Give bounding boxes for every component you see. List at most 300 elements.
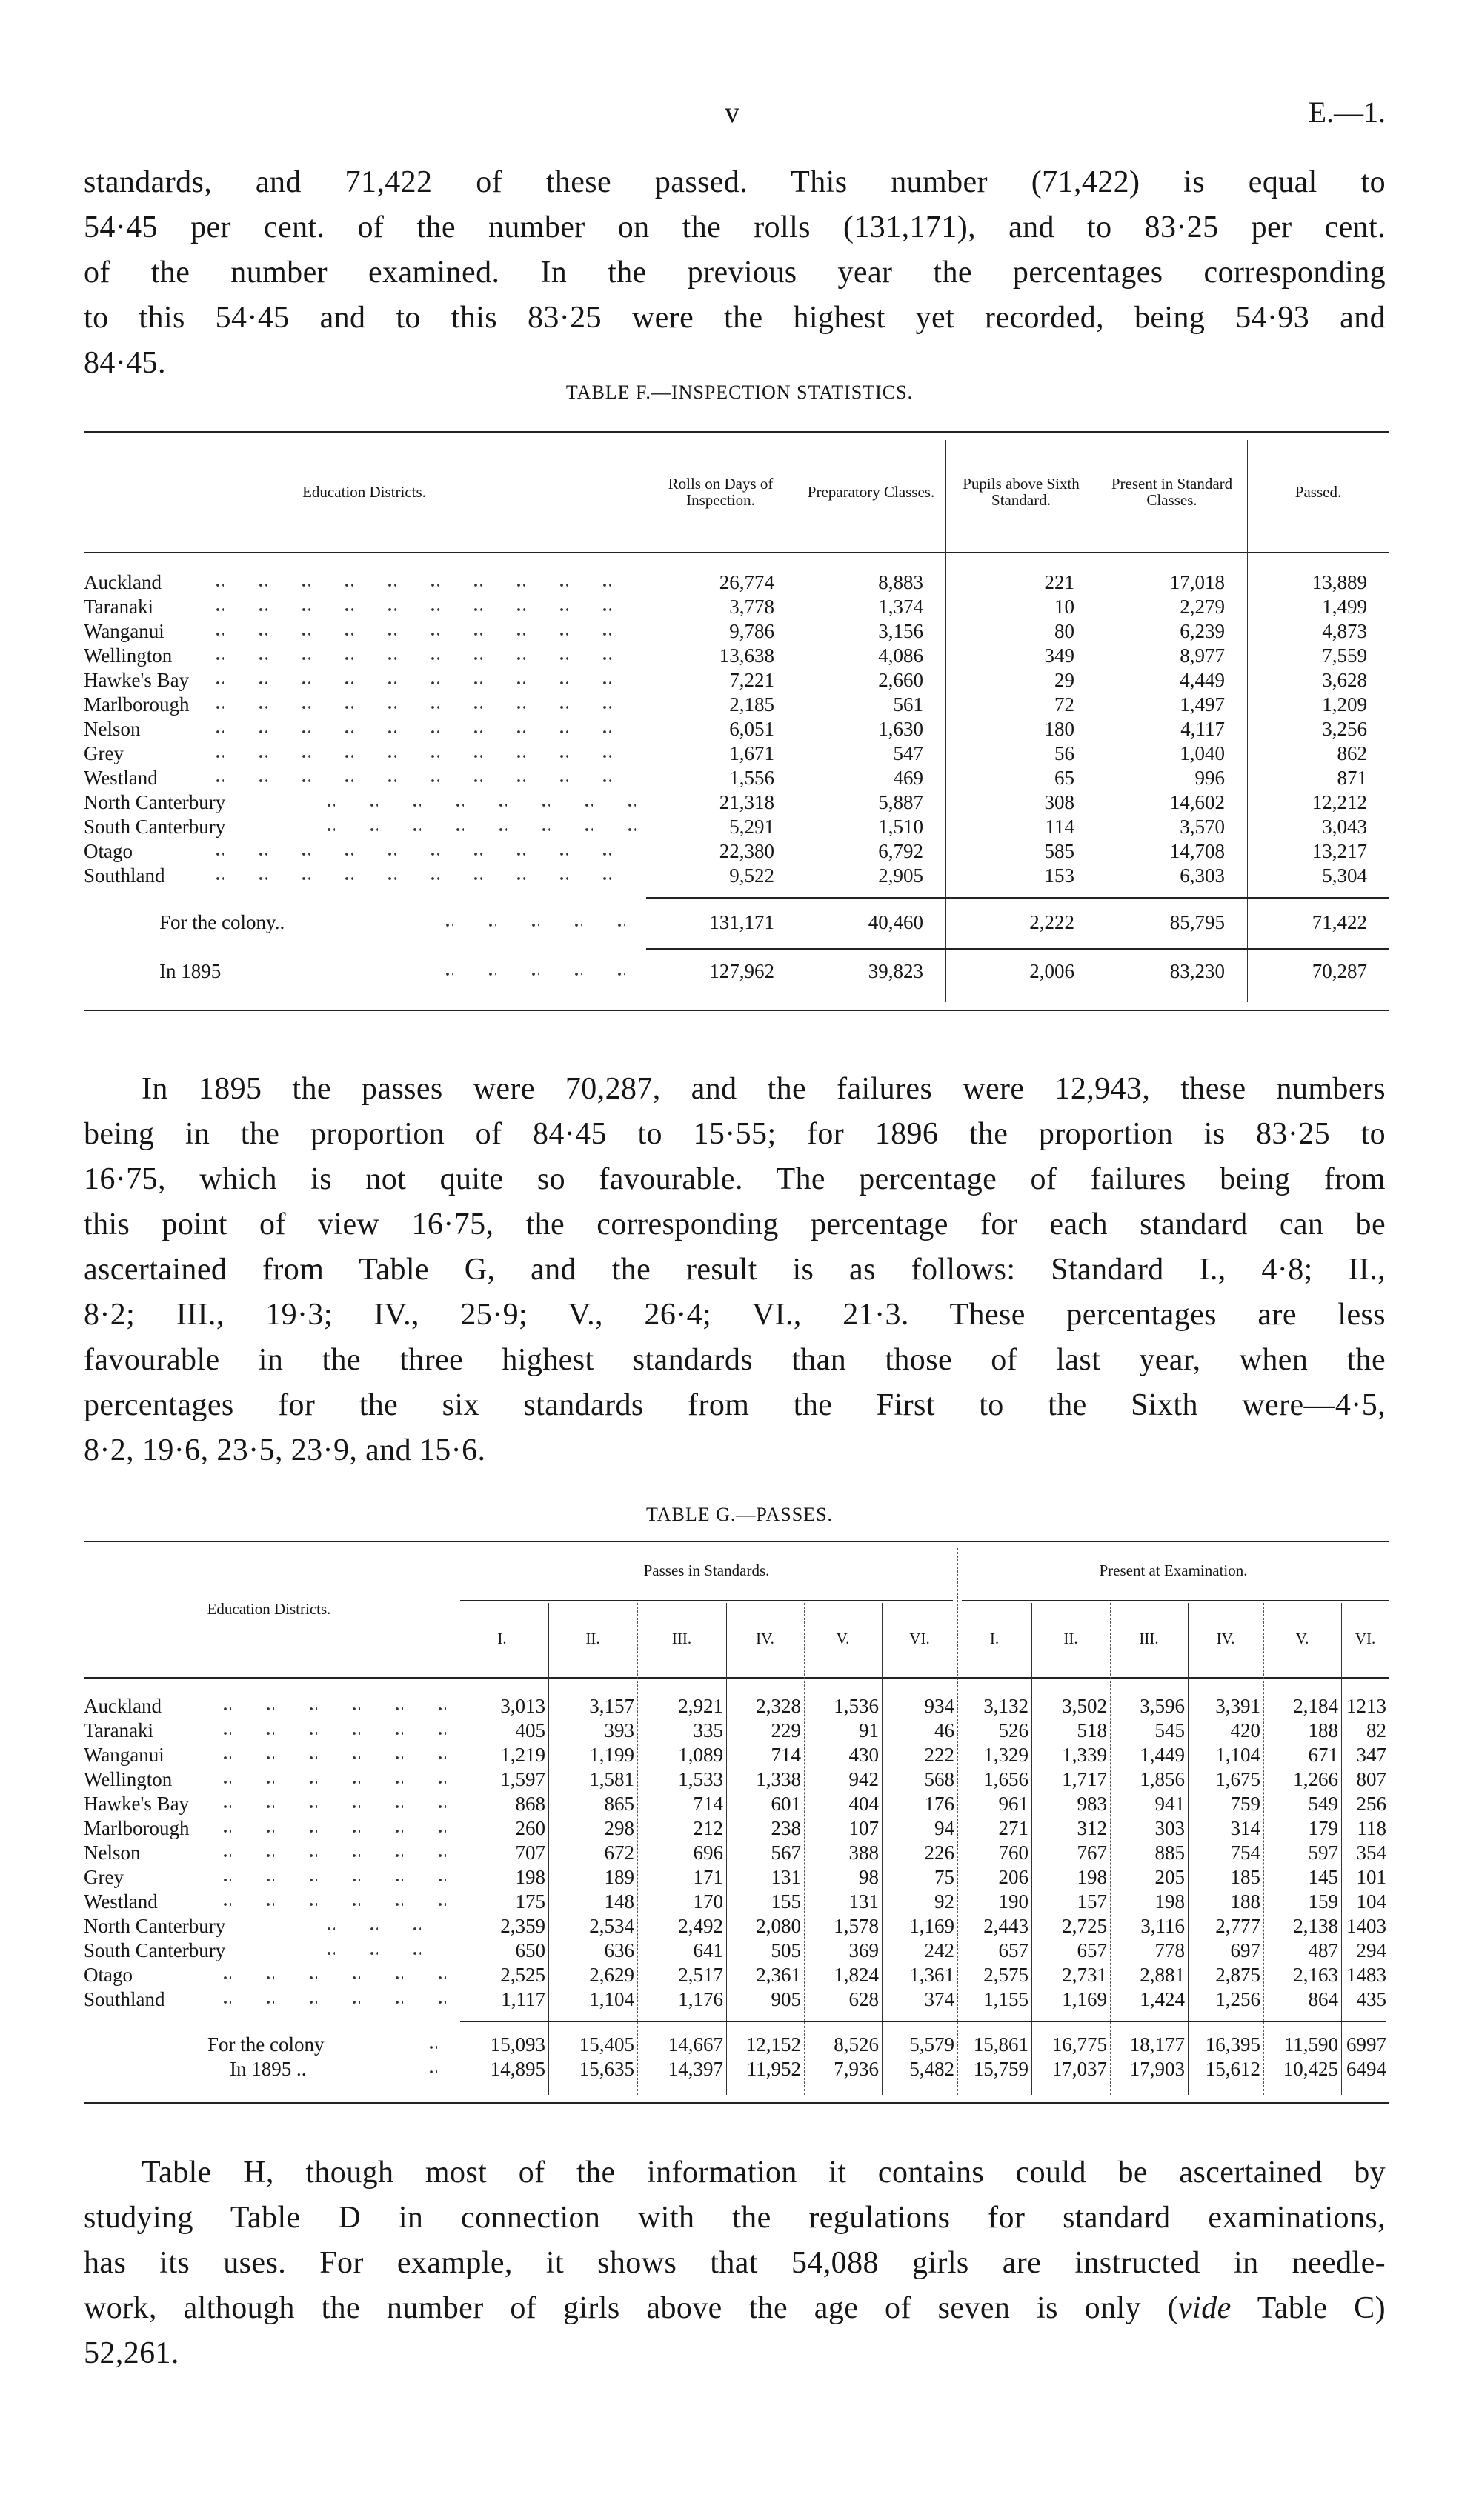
table-cell: 46 <box>934 1719 954 1741</box>
table-cell: 3,116 <box>1140 1915 1185 1937</box>
table-cell: 374 <box>924 1988 954 2010</box>
table-cell: 294 <box>1356 1939 1386 1961</box>
row-label: In 1895 <box>159 960 222 982</box>
dot-leader <box>222 1694 453 1719</box>
table-cell: 405 <box>515 1719 545 1741</box>
table-cell: 260 <box>515 1817 545 1839</box>
table-cell: 92 <box>934 1890 954 1913</box>
table-cell: 597 <box>1308 1841 1338 1864</box>
table-cell: 2,725 <box>1062 1915 1107 1937</box>
table-cell: 2,777 <box>1215 1915 1260 1937</box>
table-cell: 1213 <box>1346 1695 1386 1717</box>
table-cell: 14,667 <box>668 2033 723 2056</box>
table-cell: 3,502 <box>1062 1695 1107 1717</box>
table-cell: 314 <box>1230 1817 1260 1839</box>
table-cell: 4,086 <box>878 644 923 667</box>
table-cell: 80 <box>1054 620 1074 642</box>
table-cell: 3,596 <box>1140 1695 1185 1717</box>
table-cell: 942 <box>848 1768 879 1790</box>
paragraph-line: In 1895 the passes were 70,287, and the failures were 12,943, these numbers <box>142 1072 1386 1106</box>
district-name: Grey <box>84 1866 124 1888</box>
table-cell: 7,559 <box>1322 644 1367 667</box>
table-cell: 83,230 <box>1169 960 1225 982</box>
district-name: Wellington <box>84 1768 173 1790</box>
table-cell: 271 <box>998 1817 1028 1839</box>
table-cell: 71,422 <box>1312 911 1367 933</box>
table-cell: 15,635 <box>579 2058 634 2080</box>
table-cell: 82 <box>1366 1719 1386 1741</box>
table-cell: 312 <box>1077 1817 1107 1839</box>
dot-leader <box>222 1963 453 1987</box>
table-cell: 189 <box>604 1866 634 1888</box>
district-name: Wanganui <box>84 1744 164 1766</box>
table-cell: 11,952 <box>746 2058 801 2080</box>
district-name: Wanganui <box>84 620 164 642</box>
table-cell: 1,424 <box>1140 1988 1185 2010</box>
row-label: In 1895 .. <box>230 2058 307 2080</box>
table-cell: 1,510 <box>878 816 923 838</box>
district-name: Hawke's Bay <box>84 669 190 691</box>
table-cell: 127,962 <box>709 960 774 982</box>
table-cell: 1,256 <box>1215 1988 1260 2010</box>
table-cell: 190 <box>998 1890 1028 1913</box>
table-cell: 6494 <box>1346 2058 1386 2080</box>
table-cell: 11,590 <box>1283 2033 1338 2056</box>
row-label: For the colony.. <box>159 911 285 933</box>
standard-header: V. <box>836 1630 850 1647</box>
table-cell: 10 <box>1054 596 1074 618</box>
table-cell: 1,089 <box>678 1744 723 1766</box>
table-cell: 14,602 <box>1169 791 1225 813</box>
table-cell: 1,630 <box>878 718 923 740</box>
table-cell: 1,497 <box>1180 693 1225 716</box>
table-cell: 349 <box>1044 644 1074 667</box>
group-header-present: Present at Examination. <box>1099 1561 1248 1579</box>
paragraph-line <box>84 2286 1386 2331</box>
table-cell: 16,775 <box>1051 2033 1107 2056</box>
table-cell: 2,163 <box>1293 1964 1338 1986</box>
table-cell: 2,279 <box>1180 596 1225 618</box>
table-cell: 1,169 <box>909 1915 954 1937</box>
table-cell: 905 <box>771 1988 801 2010</box>
dot-leader <box>222 1767 453 1792</box>
table-cell: 567 <box>771 1841 801 1864</box>
table-cell: 2,575 <box>983 1964 1028 1986</box>
paragraph-line: this point of view 16·75, the corresponding percentage for each standard can be <box>84 1207 1386 1241</box>
table-cell: 12,212 <box>1312 791 1367 813</box>
table-cell: 40,460 <box>868 911 923 933</box>
table-cell: 672 <box>604 1841 634 1864</box>
table-cell: 347 <box>1356 1744 1386 1766</box>
table-cell: 1,656 <box>983 1768 1028 1790</box>
table-cell: 1,578 <box>834 1915 879 1937</box>
standard-header: I. <box>497 1630 507 1647</box>
table-cell: 3,628 <box>1322 669 1367 691</box>
table-cell: 696 <box>693 1841 723 1864</box>
paragraph-line: ascertained from Table G, and the result is as follows: Standard I., 4·8; II., <box>84 1253 1386 1287</box>
table-cell: 2,881 <box>1140 1964 1185 1986</box>
table-cell: 1,199 <box>589 1744 634 1766</box>
table-cell: 5,291 <box>729 816 774 838</box>
table-cell: 212 <box>693 1817 723 1839</box>
table-cell: 2,006 <box>1029 960 1074 982</box>
document-reference: E.—1. <box>1308 96 1386 129</box>
district-name: Nelson <box>84 718 141 740</box>
dot-leader <box>326 1914 453 1939</box>
table-cell: 864 <box>1308 1988 1338 2010</box>
table-cell: 15,612 <box>1205 2058 1260 2080</box>
table-cell: 26,774 <box>719 571 774 593</box>
district-name: Nelson <box>84 1841 141 1864</box>
district-name: North Canterbury <box>84 1915 226 1937</box>
table-cell: 18,177 <box>1129 2033 1185 2056</box>
table-cell: 17,037 <box>1051 2058 1107 2080</box>
table-cell: 98 <box>859 1866 879 1888</box>
table-cell: 1,556 <box>729 767 774 789</box>
dot-leader <box>222 1841 453 1865</box>
table-cell: 1,449 <box>1140 1744 1185 1766</box>
table-cell: 226 <box>924 1841 954 1864</box>
table-cell: 56 <box>1054 742 1074 764</box>
table-cell: 1,104 <box>589 1988 634 2010</box>
table-cell: 176 <box>924 1793 954 1815</box>
table-cell: 6,303 <box>1180 864 1225 887</box>
table-cell: 179 <box>1308 1817 1338 1839</box>
standard-header: V. <box>1295 1630 1309 1647</box>
table-cell: 8,883 <box>878 571 923 593</box>
table-cell: 1,266 <box>1293 1768 1338 1790</box>
table-cell: 118 <box>1357 1817 1386 1839</box>
table-cell: 5,482 <box>909 2058 954 2080</box>
table-cell: 5,304 <box>1322 864 1367 887</box>
table-cell: 85,795 <box>1169 911 1225 933</box>
paragraph-line: 52,261. <box>84 2336 179 2370</box>
paragraph-line: studying Table D in connection with the regulations for standard examinations, <box>84 2201 1386 2235</box>
table-cell: 657 <box>998 1939 1028 1961</box>
paragraph-line: Table H, though most of the information it contains could be ascertained by <box>142 2156 1386 2190</box>
table-cell: 131,171 <box>709 911 774 933</box>
table-cell: 767 <box>1077 1841 1107 1864</box>
standard-header: II. <box>1063 1630 1078 1647</box>
table-cell: 1,581 <box>589 1768 634 1790</box>
table-cell: 107 <box>848 1817 879 1839</box>
district-name: Marlborough <box>84 693 190 716</box>
table-cell: 2,875 <box>1215 1964 1260 1986</box>
table-cell: 180 <box>1044 718 1074 740</box>
table-cell: 2,359 <box>500 1915 545 1937</box>
table-cell: 650 <box>515 1939 545 1961</box>
table-cell: 14,397 <box>668 2058 723 2080</box>
dot-leader <box>326 1939 453 1963</box>
table-cell: 1,499 <box>1322 596 1367 618</box>
table-g-caption: TABLE G.—PASSES. <box>645 1504 834 1525</box>
table-cell: 15,861 <box>973 2033 1028 2056</box>
table-cell: 9,522 <box>729 864 774 887</box>
district-name: North Canterbury <box>84 791 226 813</box>
dot-leader <box>428 2033 453 2057</box>
table-cell: 549 <box>1308 1793 1338 1815</box>
table-cell: 1,856 <box>1140 1768 1185 1790</box>
table-cell: 2,905 <box>878 864 923 887</box>
table-cell: 585 <box>1044 840 1074 862</box>
district-name: Taranaki <box>84 596 154 618</box>
table-cell: 159 <box>1308 1890 1338 1913</box>
dot-leader <box>222 1743 453 1767</box>
table-cell: 2,184 <box>1293 1695 1338 1717</box>
table-cell: 1,104 <box>1215 1744 1260 1766</box>
table-cell: 3,778 <box>729 596 774 618</box>
table-cell: 7,936 <box>834 2058 879 2080</box>
table-cell: 308 <box>1044 791 1074 813</box>
text-run: Table C) <box>1231 2291 1386 2325</box>
table-cell: 221 <box>1044 571 1074 593</box>
table-cell: 298 <box>604 1817 634 1839</box>
table-cell: 3,013 <box>500 1695 545 1717</box>
table-cell: 175 <box>515 1890 545 1913</box>
table-cell: 1,155 <box>983 1988 1028 2010</box>
table-cell: 1,169 <box>1062 1988 1107 2010</box>
table-cell: 671 <box>1308 1744 1338 1766</box>
dot-leader <box>222 1890 453 1914</box>
table-cell: 657 <box>1077 1939 1107 1961</box>
paragraph-line: has its uses. For example, it shows that 54,088 girls are instructed in needle- <box>84 2246 1386 2280</box>
table-cell: 2,185 <box>729 693 774 716</box>
table-cell: 72 <box>1054 693 1074 716</box>
district-name: Southland <box>84 864 165 887</box>
table-cell: 13,217 <box>1312 840 1367 862</box>
district-name: Taranaki <box>84 1719 154 1741</box>
dot-leader <box>222 1816 453 1841</box>
group-header-passes: Passes in Standards. <box>643 1561 770 1579</box>
table-cell: 354 <box>1356 1841 1386 1864</box>
table-cell: 1,671 <box>729 742 774 764</box>
column-header: Present in Standard Classes. <box>1111 474 1233 509</box>
table-cell: 435 <box>1356 1988 1386 2010</box>
district-name: Auckland <box>84 1695 162 1717</box>
table-cell: 101 <box>1356 1866 1386 1888</box>
table-cell: 961 <box>998 1793 1028 1815</box>
table-cell: 1,717 <box>1062 1768 1107 1790</box>
dot-leader <box>222 1865 453 1890</box>
table-cell: 1,339 <box>1062 1744 1107 1766</box>
table-cell: 714 <box>771 1744 801 1766</box>
table-cell: 1,209 <box>1322 693 1367 716</box>
table-cell: 1,040 <box>1180 742 1225 764</box>
paragraph-line: 84·45. <box>84 346 166 380</box>
table-cell: 335 <box>693 1719 723 1741</box>
dot-leader <box>222 1719 453 1743</box>
table-cell: 91 <box>859 1719 879 1741</box>
paragraph-line: 8·2; III., 19·3; IV., 25·9; V., 26·4; VI., 21·3. These percentages are less <box>84 1298 1386 1332</box>
standard-header: III. <box>671 1630 692 1647</box>
standard-header: II. <box>585 1630 600 1647</box>
table-cell: 1403 <box>1346 1915 1386 1937</box>
table-cell: 1,117 <box>501 1988 545 2010</box>
table-cell: 145 <box>1308 1866 1338 1888</box>
table-cell: 469 <box>893 767 923 789</box>
table-cell: 148 <box>604 1890 634 1913</box>
table-cell: 222 <box>924 1744 954 1766</box>
standard-header: IV. <box>1216 1630 1235 1647</box>
table-cell: 1,338 <box>756 1768 801 1790</box>
standard-header: VI. <box>909 1630 930 1647</box>
column-header-education-districts: Education Districts. <box>207 1600 331 1618</box>
table-cell: 205 <box>1154 1866 1185 1888</box>
dot-leader <box>222 1987 453 2012</box>
table-cell: 2,328 <box>756 1695 801 1717</box>
page-number: v <box>725 96 740 129</box>
table-cell: 17,903 <box>1129 2058 1185 2080</box>
district-name: Auckland <box>84 571 162 593</box>
table-cell: 526 <box>998 1719 1028 1741</box>
table-cell: 188 <box>1308 1719 1338 1741</box>
standard-header: VI. <box>1355 1630 1376 1647</box>
table-cell: 198 <box>1154 1890 1185 1913</box>
district-name: Wellington <box>84 644 173 667</box>
table-cell: 547 <box>893 742 923 764</box>
paragraph-line: favourable in the three highest standards than those of last year, when the <box>84 1343 1386 1377</box>
table-cell: 3,157 <box>589 1695 634 1717</box>
table-cell: 628 <box>848 1988 879 2010</box>
table-cell: 2,443 <box>983 1915 1028 1937</box>
paragraph-3 <box>84 2150 1386 2376</box>
table-cell: 871 <box>1337 767 1367 789</box>
table-cell: 2,517 <box>678 1964 723 1986</box>
table-cell: 198 <box>515 1866 545 1888</box>
table-cell: 104 <box>1356 1890 1386 1913</box>
table-cell: 21,318 <box>719 791 774 813</box>
district-name: Southland <box>84 1988 165 2010</box>
paragraph-line: 16·75, which is not quite so favourable. The percentage of failures being from <box>84 1162 1386 1196</box>
table-cell: 188 <box>1230 1890 1260 1913</box>
table-cell: 983 <box>1077 1793 1107 1815</box>
column-header-education-districts: Education Districts. <box>302 482 426 501</box>
district-name: South Canterbury <box>84 816 226 838</box>
row-label: For the colony <box>207 2033 325 2056</box>
table-cell: 641 <box>693 1939 723 1961</box>
table-cell: 759 <box>1230 1793 1260 1815</box>
horizontal-rule <box>460 2021 1386 2022</box>
table-cell: 1,824 <box>834 1964 879 1986</box>
table-cell: 131 <box>848 1890 879 1913</box>
table-cell: 2,534 <box>589 1915 634 1937</box>
dot-leader <box>222 1792 453 1816</box>
table-cell: 934 <box>924 1695 954 1717</box>
table-cell: 941 <box>1154 1793 1185 1815</box>
table-cell: 807 <box>1356 1768 1386 1790</box>
table-cell: 420 <box>1230 1719 1260 1741</box>
table-cell: 303 <box>1154 1817 1185 1839</box>
table-cell: 697 <box>1230 1939 1260 1961</box>
table-cell: 1483 <box>1346 1964 1386 1986</box>
district-name: South Canterbury <box>84 1939 226 1961</box>
table-cell: 15,093 <box>490 2033 545 2056</box>
table-cell: 238 <box>771 1817 801 1839</box>
standard-header: III. <box>1139 1630 1159 1647</box>
table-cell: 2,660 <box>878 669 923 691</box>
table-cell: 3,391 <box>1215 1695 1260 1717</box>
table-cell: 561 <box>893 693 923 716</box>
table-cell: 15,405 <box>579 2033 634 2056</box>
table-cell: 185 <box>1230 1866 1260 1888</box>
table-cell: 1,329 <box>983 1744 1028 1766</box>
paragraph-line: standards, and 71,422 of these passed. This number (71,422) is equal to <box>84 165 1386 199</box>
district-name: Otago <box>84 840 133 862</box>
table-cell: 7,221 <box>729 669 774 691</box>
district-name: Otago <box>84 1964 133 1986</box>
table-cell: 1,533 <box>678 1768 723 1790</box>
table-cell: 9,786 <box>729 620 774 642</box>
table-cell: 4,117 <box>1180 718 1225 740</box>
column-header: Passed. <box>1294 482 1342 501</box>
table-cell: 865 <box>604 1793 634 1815</box>
table-cell: 13,889 <box>1312 571 1367 593</box>
table-cell: 242 <box>924 1939 954 1961</box>
horizontal-rule <box>84 1677 1389 1679</box>
table-cell: 198 <box>1077 1866 1107 1888</box>
table-cell: 885 <box>1154 1841 1185 1864</box>
table-cell: 2,525 <box>500 1964 545 1986</box>
table-cell: 3,256 <box>1322 718 1367 740</box>
table-cell: 3,156 <box>878 620 923 642</box>
table-cell: 157 <box>1077 1890 1107 1913</box>
table-cell: 8,977 <box>1180 644 1225 667</box>
text-run: work, although the number of girls above the age of seven is only ( <box>84 2291 1179 2325</box>
table-cell: 10,425 <box>1283 2058 1338 2080</box>
table-cell: 601 <box>771 1793 801 1815</box>
table-cell: 2,921 <box>678 1695 723 1717</box>
table-cell: 2,222 <box>1029 911 1074 933</box>
table-f-caption: TABLE F.—INSPECTION STATISTICS. <box>565 381 914 403</box>
table-cell: 369 <box>848 1939 879 1961</box>
table-cell: 6,239 <box>1180 620 1225 642</box>
table-cell: 229 <box>771 1719 801 1741</box>
standard-header: I. <box>989 1630 1000 1647</box>
table-cell: 568 <box>924 1768 954 1790</box>
table-cell: 2,361 <box>756 1964 801 1986</box>
table-cell: 754 <box>1230 1841 1260 1864</box>
table-cell: 170 <box>693 1890 723 1913</box>
table-cell: 17,018 <box>1169 571 1225 593</box>
horizontal-rule <box>84 2102 1389 2104</box>
table-cell: 14,895 <box>490 2058 545 2080</box>
table-cell: 996 <box>1194 767 1225 789</box>
paragraph-line: to this 54·45 and to this 83·25 were the highest yet recorded, being 54·93 and <box>84 301 1386 335</box>
table-cell: 3,570 <box>1180 816 1225 838</box>
table-cell: 1,176 <box>678 1988 723 2010</box>
table-cell: 636 <box>604 1939 634 1961</box>
table-cell: 714 <box>693 1793 723 1815</box>
table-cell: 487 <box>1308 1939 1338 1961</box>
italic-text: vide <box>1178 2291 1232 2325</box>
table-cell: 4,449 <box>1180 669 1225 691</box>
table-cell: 707 <box>515 1841 545 1864</box>
table-cell: 1,361 <box>909 1964 954 1986</box>
table-cell: 39,823 <box>868 960 923 982</box>
table-cell: 94 <box>934 1817 954 1839</box>
table-cell: 1,374 <box>878 596 923 618</box>
district-name: Hawke's Bay <box>84 1793 190 1815</box>
table-cell: 545 <box>1154 1719 1185 1741</box>
column-header: Pupils above Sixth Standard. <box>963 474 1080 509</box>
table-cell: 868 <box>515 1793 545 1815</box>
table-cell: 1,597 <box>500 1768 545 1790</box>
table-cell: 8,526 <box>834 2033 879 2056</box>
table-cell: 206 <box>998 1866 1028 1888</box>
table-cell: 14,708 <box>1169 840 1225 862</box>
table-cell: 5,887 <box>878 791 923 813</box>
table-cell: 155 <box>771 1890 801 1913</box>
